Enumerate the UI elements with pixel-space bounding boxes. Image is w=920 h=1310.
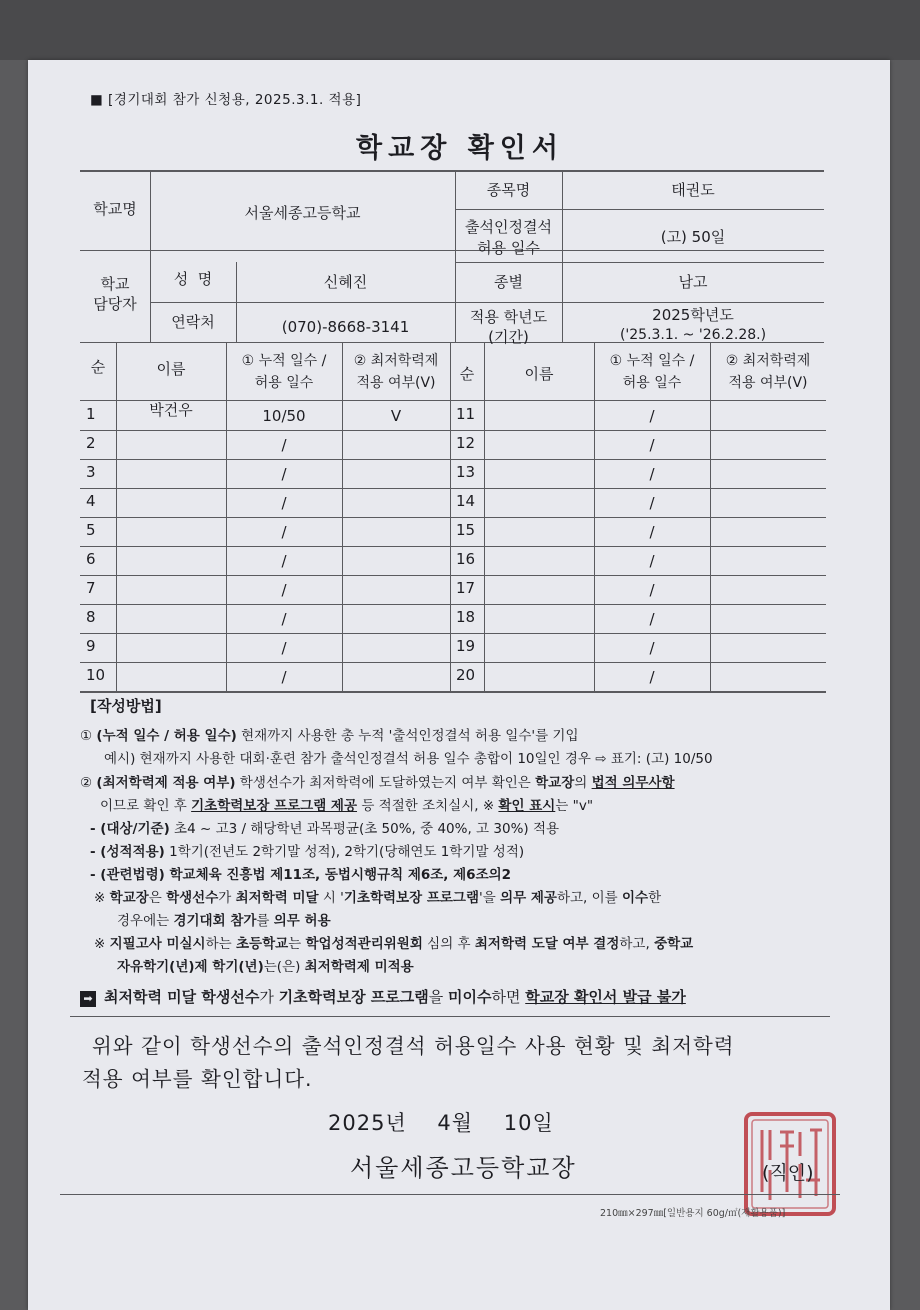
note-2-c: 하는 [205, 936, 236, 952]
note-1-g: 시 ' [318, 890, 344, 906]
detail-target-bold: - (대상/기준) [90, 821, 170, 837]
roster-number: 3 [86, 463, 96, 481]
sport-value: 태권도 [671, 181, 715, 199]
detail-target [90, 820, 559, 838]
table-row-line [80, 604, 826, 605]
roster-days: / [281, 465, 287, 483]
detail-law-bold: - (관련법령) 학교체육 진흥법 제11조, 동법시행규칙 제6조, 제6조의2 [90, 867, 512, 883]
gender-value: 남고 [678, 273, 708, 291]
instruction-1 [80, 727, 579, 745]
table-row-line [80, 488, 826, 489]
name-label: 성 명 [173, 270, 213, 288]
warning-d: 을 [428, 988, 449, 1006]
roster-days: / [281, 523, 287, 541]
roster-number: 17 [456, 579, 476, 597]
roster-days: / [649, 407, 655, 425]
closing-statement [82, 1030, 735, 1096]
sport-label: 종목명 [486, 181, 531, 199]
note-1 [94, 889, 661, 907]
roster-number: 20 [456, 666, 476, 684]
note-1b-d: 의무 허용 [273, 913, 331, 929]
instruction-2-bold-2: 학교장 [535, 775, 575, 791]
roster-days: / [649, 552, 655, 570]
roster-header-no-right: 순 [459, 365, 475, 383]
warning-a: 최저학력 미달 학생선수 [104, 988, 260, 1006]
roster-header-check-right: ② 최저학력제 [725, 353, 811, 369]
warning-e: 미이수 [448, 988, 492, 1006]
table-row-line [80, 633, 826, 634]
roster-header-days-2: 허용 일수 [254, 375, 314, 391]
note-1-l: 이수 [621, 890, 649, 906]
year-value-1: 2025학년도 [652, 306, 734, 324]
note-1-i: '을 [479, 890, 501, 906]
roster-number: 19 [456, 637, 476, 655]
instruction-2-text: 학생선수가 최저학력에 도달하였는지 여부 확인은 [235, 775, 536, 791]
note-2-f: 학업성적관리위원회 [305, 936, 423, 952]
name-value: 신혜진 [323, 273, 368, 291]
roster-number: 6 [86, 550, 96, 568]
instruction-2-number: ② [80, 775, 93, 791]
manager-label-2: 담당자 [93, 295, 137, 313]
instruction-2-bold: (최저학력제 적용 여부) [96, 775, 236, 791]
roster-number: 15 [456, 521, 476, 539]
roster-header-no: 순 [90, 358, 106, 376]
roster-number: 13 [456, 463, 476, 481]
school-value: 서울세종고등학교 [244, 204, 361, 222]
instruction-2b-text-3: 는 "v" [555, 798, 594, 814]
table-line [455, 262, 824, 263]
year-label-1: 적용 학년도 [469, 308, 548, 326]
note-2-i: 하고, [619, 936, 655, 952]
roster-days: / [649, 668, 655, 686]
instruction-1-number: ① [80, 728, 93, 744]
roster-number: 5 [86, 521, 96, 539]
note-1-e: 가 [218, 890, 236, 906]
note-2 [94, 935, 693, 953]
school-label: 학교명 [93, 200, 137, 218]
table-column-line [450, 343, 451, 691]
roster-header-check: ② 최저학력제 [353, 353, 439, 369]
roster-days: / [649, 523, 655, 541]
note-2-cont [117, 958, 414, 976]
roster-number: 2 [86, 434, 96, 452]
note-2-j: 중학교 [654, 936, 694, 952]
instruction-2b-text-2: 등 적절한 조치실시, ※ [357, 798, 499, 814]
table-column-line [594, 343, 595, 691]
detail-law [90, 866, 511, 884]
roster-days: / [281, 494, 287, 512]
roster-number: 4 [86, 492, 96, 510]
warning-f: 하면 [491, 988, 526, 1006]
table-border-top [80, 170, 824, 172]
note-2-g: 심의 후 [422, 936, 475, 952]
background-top [0, 0, 920, 60]
table-line [455, 209, 824, 210]
note-1b-a: 경우에는 [117, 913, 174, 929]
roster-header-days-right: ① 누적 일수 / [609, 353, 695, 369]
arrow-box-icon: ➡ [80, 991, 96, 1007]
table-column-line [116, 343, 117, 691]
roster-header-name-right: 이름 [524, 365, 554, 383]
table-line [80, 250, 824, 251]
table-row-line [80, 517, 826, 518]
paper-spec-footer: 210㎜×297㎜[일반용지 60g/㎡(재활용품)] [600, 1208, 786, 1219]
year-label-2: (기간) [488, 328, 529, 346]
table-column-line [484, 343, 485, 691]
warning-line [80, 988, 686, 1007]
instruction-2-bold-3: 법적 의무사항 [591, 775, 675, 791]
note-1-h: 기초학력보장 프로그램 [343, 890, 480, 906]
roster-number: 9 [86, 637, 96, 655]
instruction-2-cont [100, 797, 593, 815]
roster-number: 16 [456, 550, 476, 568]
roster-days: / [281, 581, 287, 599]
instruction-1-text: 현재까지 사용한 총 누적 '출석인정결석 허용 일수'를 기입 [236, 728, 579, 744]
contact-label: 연락처 [171, 313, 215, 331]
table-column-line [710, 343, 711, 691]
note-1-f: 최저학력 미달 [235, 890, 319, 906]
page-title: 학교장 확인서 [356, 133, 564, 164]
roster-days: / [649, 581, 655, 599]
table-row-line [80, 430, 826, 431]
detail-grades-bold: - (성적적용) [90, 844, 165, 860]
detail-target-text: 초4 ~ 고3 / 해당학년 과목평균(초 50%, 중 40%, 고 30%) 적용 [169, 821, 560, 837]
note-2-b: 지필고사 미실시 [109, 936, 206, 952]
note-1-mark: ※ [94, 890, 110, 906]
table-border-bottom [80, 691, 826, 693]
note-1-c: 은 [148, 890, 167, 906]
table-row-line [80, 546, 826, 547]
note-1-k: 하고, 이를 [556, 890, 622, 906]
manager-label-1: 학교 [100, 275, 130, 293]
note-1b-b: 경기대회 참가 [173, 913, 257, 929]
instruction-1-bold: (누적 일수 / 허용 일수) [96, 728, 237, 744]
closing-line-1: 위와 같이 학생선수의 출석인정결석 허용일수 사용 현황 및 최저학력 [92, 1034, 735, 1058]
closing-line-2: 적용 여부를 확인합니다. [82, 1067, 313, 1091]
table-line [150, 302, 824, 303]
note-1-m: 한 [648, 890, 662, 906]
note-2-d: 초등학교 [235, 936, 289, 952]
note-2b-c: 최저학력제 미적용 [304, 959, 414, 975]
roster-days: / [649, 465, 655, 483]
roster-check: V [390, 407, 402, 425]
note-2-mark: ※ [94, 936, 110, 952]
roster-header-check-right-2: 적용 여부(V) [728, 375, 808, 391]
note-1-j: 의무 제공 [500, 890, 557, 906]
note-1-cont [117, 912, 331, 930]
instruction-2 [80, 774, 675, 792]
divider-closing [70, 1016, 830, 1017]
warning-g: 학교장 확인서 발급 불가 [525, 988, 686, 1006]
roster-header-check-2: 적용 여부(V) [356, 375, 436, 391]
note-1-d: 학생선수 [166, 890, 219, 906]
instruction-1-example: 예시) 현재까지 사용한 대회·훈련 참가 출석인정결석 허용 일수 총합이 10일인 경우 ⇨ 표기: (고) 10/50 [104, 751, 713, 767]
seal-label: (직인) [762, 1162, 814, 1184]
detail-grades-text: 1학기(전년도 2학기말 성적), 2학기(당해연도 1학기말 성적) [164, 844, 525, 860]
table-column-line [342, 343, 343, 691]
roster-days: / [281, 610, 287, 628]
absence-label-1: 출석인정결석 [465, 218, 552, 236]
note-1-b: 학교장 [109, 890, 149, 906]
roster-number: 8 [86, 608, 96, 626]
note-2-h: 최저학력 도달 여부 결정 [474, 936, 620, 952]
roster-days: / [649, 610, 655, 628]
roster-days: / [281, 552, 287, 570]
roster-header-days-right-2: 허용 일수 [622, 375, 682, 391]
roster-number: 18 [456, 608, 476, 626]
roster-header-name: 이름 [156, 360, 186, 378]
table-row-line [80, 459, 826, 460]
roster-number: 7 [86, 579, 96, 597]
roster-header-days: ① 누적 일수 / [241, 353, 327, 369]
footer-line [60, 1194, 840, 1195]
roster-days: / [281, 668, 287, 686]
gender-label: 종별 [494, 273, 523, 291]
table-row-line [80, 575, 826, 576]
instruction-2-text-2: 의 [574, 775, 592, 791]
instruction-2b-text: 이므로 확인 후 [100, 798, 192, 814]
note-2b-b: 는(은) [263, 959, 305, 975]
roster-number: 1 [86, 405, 96, 423]
roster-days: / [649, 436, 655, 454]
instruction-2b-bold-2: 확인 표시 [498, 798, 556, 814]
detail-grades [90, 843, 524, 861]
table-row-line [80, 662, 826, 663]
roster-number: 11 [456, 405, 476, 423]
year-value-2: ('25.3.1. ~ '26.2.28.) [619, 327, 767, 343]
absence-value: (고) 50일 [660, 228, 726, 246]
warning-c: 기초학력보장 프로그램 [278, 988, 429, 1006]
roster-days: 10/50 [262, 407, 306, 425]
warning-b: 가 [259, 988, 279, 1006]
issue-date: 2025년 4월 10일 [328, 1111, 554, 1135]
roster-days: / [649, 639, 655, 657]
contact-value: (070)-8668-3141 [281, 318, 410, 336]
issuer-name: 서울세종고등학교장 [350, 1154, 577, 1182]
roster-number: 12 [456, 434, 476, 452]
note-1b-c: 를 [256, 913, 274, 929]
roster-number: 10 [86, 666, 106, 684]
table-column-line [226, 343, 227, 691]
note-2-e: 는 [288, 936, 306, 952]
instructions-heading: [작성방법] [90, 697, 162, 715]
absence-label-2: 허용 일수 [477, 239, 540, 257]
roster-number: 14 [456, 492, 476, 510]
instruction-2b-bold: 기초학력보장 프로그램 제공 [191, 798, 358, 814]
header-note: ■ [경기대회 참가 신청용, 2025.3.1. 적용] [90, 92, 362, 108]
roster-days: / [649, 494, 655, 512]
roster-name: 박건우 [149, 401, 193, 419]
note-2b-a: 자유학기(년)제 학기(년) [117, 959, 264, 975]
roster-days: / [281, 639, 287, 657]
roster-days: / [281, 436, 287, 454]
